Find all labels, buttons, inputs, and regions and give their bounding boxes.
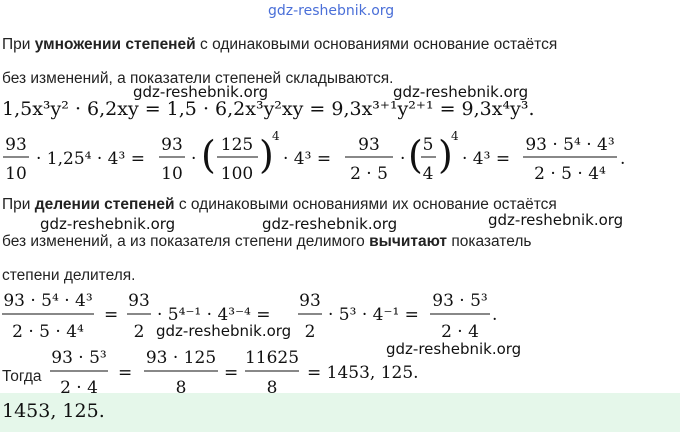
eq2-f6-num: 93 · 5⁴ · 4³: [525, 135, 615, 155]
para2-line2-suffix: показатель: [447, 233, 532, 250]
equation-multiplication: 1,5x³y² · 6,2xy = 1,5 · 6,2x³y²xy = 9,3x³⁺¹y²⁺¹ = 9,3x⁴y³.: [2, 98, 535, 120]
eq2-f3-num: 125: [220, 135, 254, 155]
eq3-eq1: =: [104, 305, 119, 325]
eq2-mid1: · 1,25⁴ · 4³ =: [36, 149, 145, 169]
equation-power-quotient: [0, 286, 680, 346]
paragraph-multiplication-line1: [2, 36, 557, 54]
eq3-f3-den: 2: [304, 322, 316, 342]
eq3-mid: · 5⁴⁻¹ · 4³⁻⁴ =: [157, 305, 271, 325]
para1-bold: умножении степеней: [34, 36, 196, 53]
eq4-f2-num: 93 · 125: [145, 348, 217, 368]
eq4-f3-den: 8: [266, 378, 278, 393]
para2-prefix: При: [2, 196, 35, 213]
eq2-end: .: [620, 149, 626, 169]
paragraph-division-line1: [2, 196, 557, 214]
eq4-f1-num: 93 · 5³: [51, 348, 107, 368]
eq2-f2-num: 93: [161, 135, 183, 155]
equation-final: [0, 345, 680, 393]
para1-suffix: с одинаковыми основаниями основание остаётся: [195, 36, 558, 53]
eq2-dot2: ·: [400, 149, 406, 169]
eq3-f4-den: 2 · 4: [441, 322, 479, 342]
eq2-f2-den: 10: [161, 164, 183, 184]
eq3-mid2: · 5³ · 4⁻¹ =: [328, 305, 419, 325]
eq4-result: = 1453, 125.: [307, 363, 419, 383]
watermark: gdz-reshebnik.org: [488, 211, 624, 229]
eq2-f5-den: 4: [422, 164, 434, 184]
eq3-f4-num: 93 · 5³: [432, 291, 488, 311]
para2-suffix: с одинаковыми основаниями их основание остаётся: [174, 196, 557, 213]
then-label: Тогда: [2, 368, 42, 385]
para2-line2-bold: вычитают: [369, 233, 448, 250]
eq2-f4-num: 93: [358, 135, 380, 155]
watermark: gdz-reshebnik.org: [262, 215, 398, 233]
eq4-f1-den: 2 · 4: [60, 378, 98, 393]
eq2-exp1: 4: [272, 129, 280, 143]
eq2-f4-den: 2 · 5: [350, 164, 388, 184]
equation-2-svg: [0, 128, 680, 188]
eq2-paren2-open: (: [408, 133, 423, 177]
eq2-paren-close: ): [259, 133, 274, 177]
watermark: gdz-reshebnik.org: [40, 215, 176, 233]
paragraph-division-line2: [2, 233, 531, 251]
eq3-end: .: [492, 305, 498, 325]
eq4-eq-a: =: [118, 363, 133, 383]
eq4-f2-den: 8: [175, 378, 187, 393]
para2-line2-prefix: без изменений, а из показателя степени делимого: [2, 233, 370, 250]
eq2-f3-den: 100: [220, 164, 254, 184]
para1-prefix: При: [2, 36, 35, 53]
watermark: gdz-reshebnik.org: [133, 83, 269, 101]
paragraph-division-line3: степени делителя.: [2, 267, 136, 284]
watermark-top: gdz-reshebnik.org: [268, 3, 395, 19]
eq2-paren-open: (: [201, 133, 216, 177]
eq4-eq-b: =: [224, 363, 239, 383]
eq3-f1-num: 93 · 5⁴ · 4³: [3, 291, 93, 311]
eq2-f5-num: 5: [422, 135, 434, 155]
eq2-exp2: 4: [451, 129, 459, 143]
eq2-paren2-close: ): [438, 133, 453, 177]
eq3-f1-den: 2 · 5 · 4⁴: [12, 322, 84, 342]
answer-value: 1453, 125.: [2, 400, 105, 422]
eq3-f3-num: 93: [299, 291, 321, 311]
eq2-f1-num: 93: [5, 135, 27, 155]
paragraph-multiplication-line2: без изменений, а показатели степеней складываются.: [2, 70, 394, 87]
watermark: gdz-reshebnik.org: [393, 83, 529, 101]
eq2-dot1: ·: [191, 149, 197, 169]
eq3-f2-den: 2: [133, 322, 145, 342]
watermark: gdz-reshebnik.org: [386, 340, 522, 358]
watermark: gdz-reshebnik.org: [156, 322, 292, 340]
eq2-mid3: · 4³ =: [462, 149, 511, 169]
eq2-f6-den: 2 · 5 · 4⁴: [534, 164, 606, 184]
eq4-f3-num: 11625: [244, 348, 300, 368]
eq3-f2-num: 93: [128, 291, 150, 311]
eq2-f1-den: 10: [5, 164, 27, 184]
para2-bold: делении степеней: [34, 196, 175, 213]
eq2-mid2: · 4³ =: [283, 149, 332, 169]
